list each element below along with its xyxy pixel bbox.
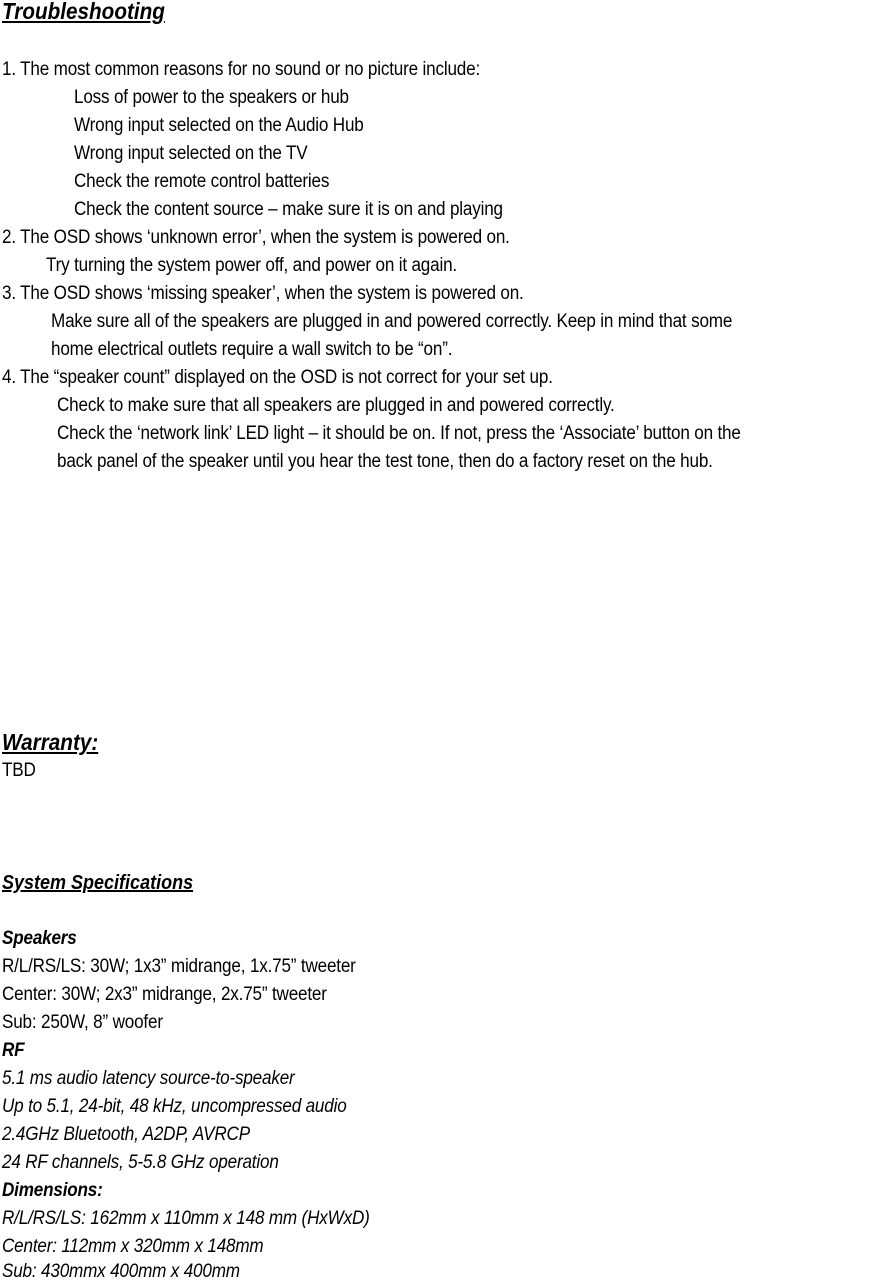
issue-4-detail-3: back panel of the speaker until you hear the test tone, then do a factory reset on the hub. xyxy=(57,451,713,472)
rf-line-3: 2.4GHz Bluetooth, A2DP, AVRCP xyxy=(2,1124,250,1145)
issue-2-title: 2. The OSD shows ‘unknown error’, when the system is powered on. xyxy=(2,227,510,248)
rf-line-4: 24 RF channels, 5-5.8 GHz operation xyxy=(2,1152,279,1173)
issue-1-detail-5: Check the content source – make sure it is on and playing xyxy=(74,199,503,220)
warranty-heading: Warranty: xyxy=(2,729,99,755)
speakers-line-3: Sub: 250W, 8” woofer xyxy=(2,1012,163,1033)
dimensions-line-1: R/L/RS/LS: 162mm x 110mm x 148 mm (HxWxD) xyxy=(2,1208,370,1229)
issue-4-detail-2: Check the ‘network link’ LED light – it should be on. If not, press the ‘Associate’ button on the xyxy=(57,423,741,444)
issue-4-title: 4. The “speaker count” displayed on the OSD is not correct for your set up. xyxy=(2,367,553,388)
issue-2-detail-1: Try turning the system power off, and power on it again. xyxy=(46,255,458,276)
speakers-label: Speakers xyxy=(2,928,77,949)
dimensions-label: Dimensions: xyxy=(2,1180,103,1201)
speakers-line-2: Center: 30W; 2x3” midrange, 2x.75” tweeter xyxy=(2,984,327,1005)
rf-line-2: Up to 5.1, 24-bit, 48 kHz, uncompressed audio xyxy=(2,1096,347,1117)
issue-1-detail-2: Wrong input selected on the Audio Hub xyxy=(74,115,364,136)
dimensions-line-3: Sub: 430mmx 400mm x 400mm xyxy=(2,1261,240,1282)
troubleshooting-heading: Troubleshooting xyxy=(2,0,165,24)
warranty-text: TBD xyxy=(2,760,36,781)
specs-heading: System Specifications xyxy=(2,872,194,894)
issue-4-detail-1: Check to make sure that all speakers are plugged in and powered correctly. xyxy=(57,395,615,416)
issue-1-detail-3: Wrong input selected on the TV xyxy=(74,143,308,164)
issue-3-title: 3. The OSD shows ‘missing speaker’, when the system is powered on. xyxy=(2,283,524,304)
issue-1-detail-4: Check the remote control batteries xyxy=(74,171,330,192)
rf-line-1: 5.1 ms audio latency source-to-speaker xyxy=(2,1068,295,1089)
issue-3-detail-2: home electrical outlets require a wall switch to be “on”. xyxy=(51,339,453,360)
issue-1-detail-1: Loss of power to the speakers or hub xyxy=(74,87,349,108)
speakers-line-1: R/L/RS/LS: 30W; 1x3” midrange, 1x.75” tweeter xyxy=(2,956,356,977)
issue-3-detail-1: Make sure all of the speakers are plugged in and powered correctly. Keep in mind that some xyxy=(51,311,733,332)
issue-1-title: 1. The most common reasons for no sound or no picture include: xyxy=(2,59,481,80)
dimensions-line-2: Center: 112mm x 320mm x 148mm xyxy=(2,1236,264,1257)
rf-label: RF xyxy=(2,1040,25,1061)
